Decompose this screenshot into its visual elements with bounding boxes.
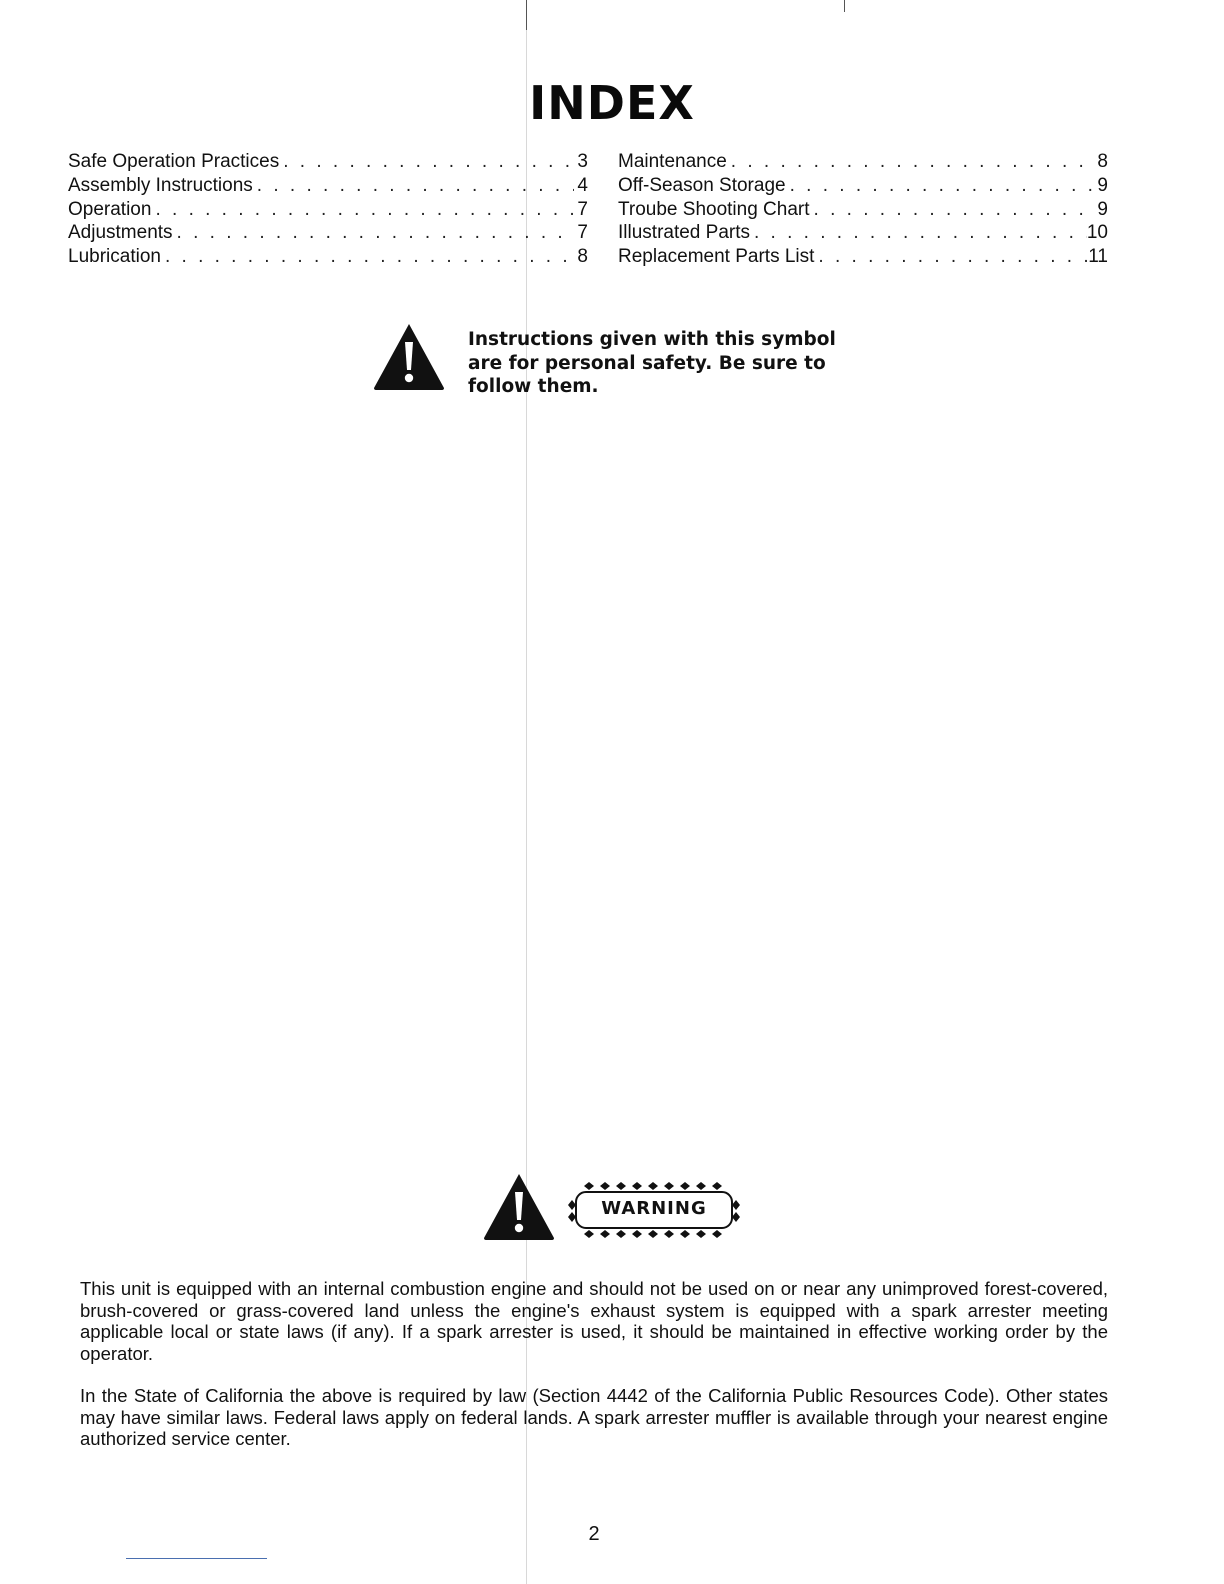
safety-symbol-note: Instructions given with this symbol are for personal safety. Be sure to follow them. [468,329,836,397]
toc-entry-label: Adjustments [68,222,173,244]
toc-entry-label: Off-Season Storage [618,174,786,196]
toc-entry-label: Troube Shooting Chart [618,198,810,220]
toc-leader-dots [253,174,574,198]
toc-entry-page: 11 [1088,246,1108,268]
toc-entry-page: 9 [1097,198,1108,220]
toc-leader-dots [173,221,574,245]
toc-entry[interactable] [68,245,588,269]
toc-entry[interactable] [618,245,1108,269]
scan-mark [526,0,527,30]
toc-entry-page: 7 [577,222,588,244]
warning-triangle-icon [372,322,446,392]
toc-entry-page: 8 [577,246,588,268]
toc-leader-dots [151,198,574,222]
toc-entry[interactable] [618,174,1108,198]
warning-triangle-icon [482,1172,556,1242]
toc-entry-label: Safe Operation Practices [68,151,280,172]
toc-entry-label: Operation [68,198,152,220]
scan-mark [844,0,845,12]
toc-entry-page: 10 [1086,222,1108,244]
page-title: INDEX [529,76,695,130]
toc-entry[interactable] [618,221,1108,245]
toc-entry-page: 9 [1097,174,1108,196]
toc-entry[interactable] [68,198,588,222]
toc-leader-dots [727,150,1094,174]
toc-entry-label: Assembly Instructions [68,174,253,196]
toc-entry[interactable] [68,174,588,198]
page-number: 2 [588,1523,600,1545]
toc-leader-dots [750,221,1087,245]
toc-leader-dots [810,198,1094,222]
toc-left-column [68,150,588,269]
toc-entry[interactable] [68,150,588,174]
toc-leader-dots [161,245,574,269]
california-law-paragraph: In the State of California the above is required by law (Section 4442 of the California Public Resources Code). Other states may have similar laws. Federal laws apply on federal lands. A spark arrester muffler is available through your nearest engine authorized service center. [80,1385,1108,1450]
toc-entry-label: Lubrication [68,246,161,268]
toc-entry[interactable] [618,198,1108,222]
toc-leader-dots [786,174,1094,198]
toc-entry-label: Maintenance [618,151,727,172]
divider [126,1558,267,1559]
toc-entry[interactable] [68,221,588,245]
spark-arrester-paragraph: This unit is equipped with an internal combustion engine and should not be used on or near any unimproved forest-covered, brush-covered or grass-covered land unless the engine's exhaust system is equipped with a spark arrester meeting applicable local or state laws (if any). If a spark arrester is used, it should be maintained in effective working order by the operator. [80,1278,1108,1364]
toc-leader-dots [279,150,574,174]
toc-entry[interactable] [618,150,1108,174]
warning-label: WARNING [601,1198,707,1219]
toc-leader-dots [814,245,1088,269]
toc-entry-label: Illustrated Parts [618,222,750,244]
toc-entry-page: 3 [577,151,588,172]
toc-right-column [618,150,1108,269]
toc-entry-page: 8 [1097,151,1108,172]
toc-entry-page: 7 [577,198,588,220]
toc-entry-label: Replacement Parts List [618,246,815,268]
toc-entry-page: 4 [577,174,588,196]
